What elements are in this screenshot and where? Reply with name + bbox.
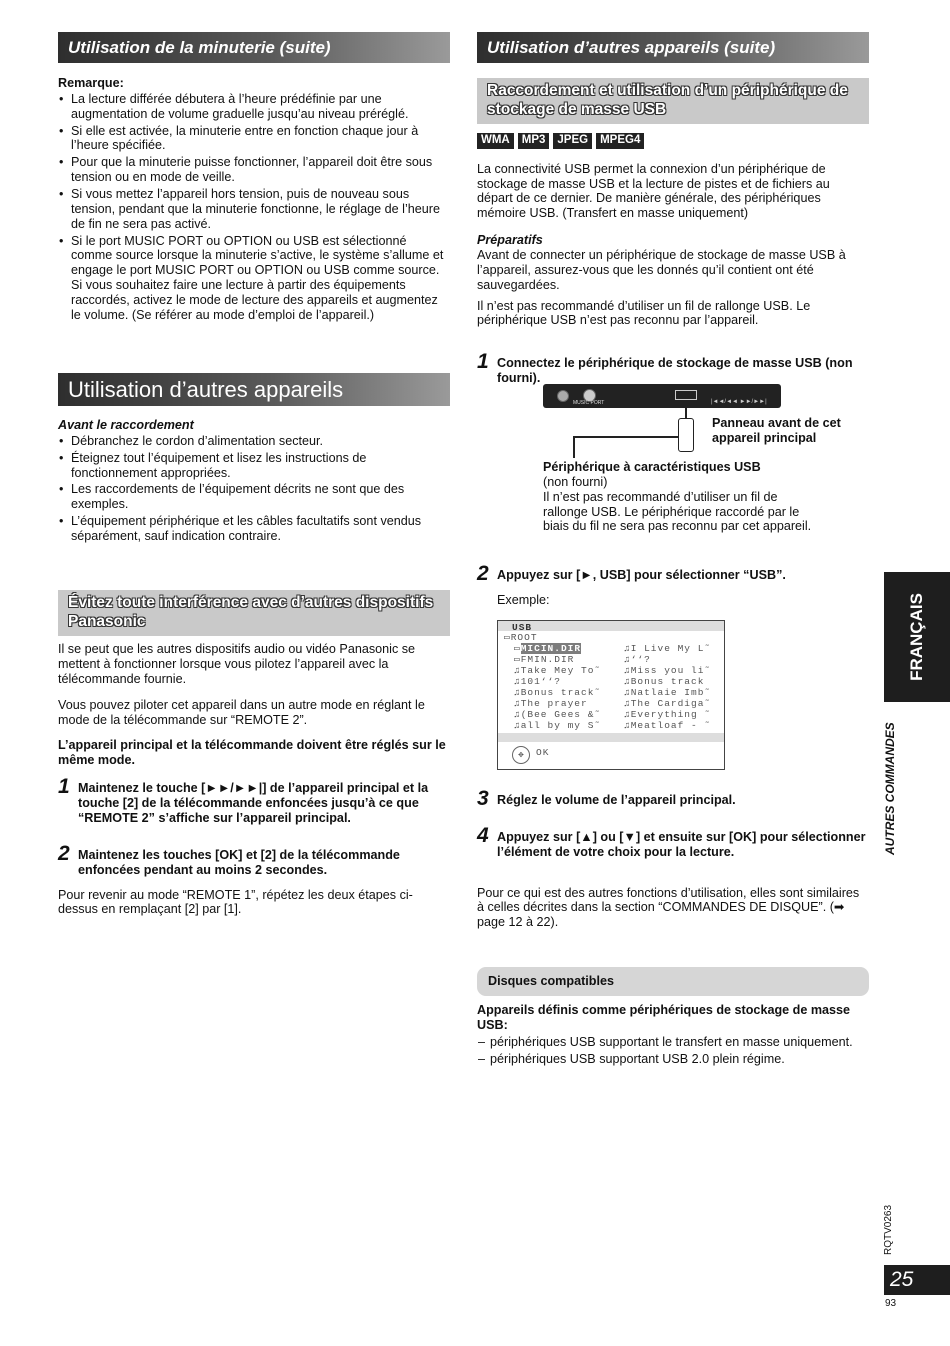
music-note-icon: ♫ [624, 643, 631, 654]
step-text: Appuyez sur [▲] ou [▼] et ensuite sur [OK] pour sélectionner l’élément de votre choix pour la lecture. [497, 829, 866, 859]
step-text: Appuyez sur [►, USB] pour sélectionner “USB”. [497, 568, 786, 582]
screen-item [624, 643, 711, 654]
right-column [477, 32, 869, 386]
section-header-other-devices: Utilisation d’autres appareils [58, 373, 450, 406]
music-note-icon: ♫ [624, 665, 631, 676]
folder-icon: ▭ [514, 643, 521, 654]
list-item: • Si le port MUSIC PORT ou OPTION ou USB est sélectionné comme source lorsque la minuterie s’active, le système s’allume et engage le port MUSIC PORT ou OPTION ou USB comme source. Si vous souhaitez faire une lecture à partir des équipements raccordés, activez le mode de lecture des appareils et augmentez le volume. (Se référer au mode d’emploi de l’appareil.) [58, 234, 450, 323]
example-label: Exemple: [497, 592, 550, 607]
usb-port-icon [675, 390, 697, 400]
avant-list [58, 434, 450, 544]
screen-item [514, 676, 561, 687]
screen-item [514, 698, 588, 709]
music-note-icon: ♫ [514, 709, 521, 720]
paragraph: Avant de connecter un périphérique de stockage de masse USB à l’appareil, assurez-vous que les donnés qu’il contient ont été sauvegardées. [477, 248, 846, 292]
screen-item [624, 698, 711, 709]
device-knob-icon [557, 390, 569, 402]
music-note-icon: ♫ [624, 687, 631, 698]
music-note-icon: ♫ [514, 720, 521, 731]
list-item: – périphériques USB supportant USB 2.0 plein régime. [477, 1052, 869, 1067]
callout-device-body: Il n’est pas recommandé d’utiliser un fil de rallonge USB. Le périphérique raccordé par le biais du fil ne sera pas reconnu par cet appareil. [543, 489, 812, 534]
callout-device-title: Périphérique à caractéristiques USB [543, 460, 761, 474]
screen-item [514, 687, 601, 698]
step-number: 2 [58, 841, 70, 865]
music-note-icon: ♫ [624, 720, 631, 731]
screen-item-label: Miss you li˜ [630, 665, 712, 676]
screen-item-label: all by my S˜ [520, 720, 602, 731]
screen-item [624, 687, 711, 698]
step-number: 1 [477, 350, 489, 374]
language-label: FRANÇAIS [906, 593, 926, 681]
music-note-icon: ♫ [624, 698, 631, 709]
step-4 [477, 823, 869, 860]
screen-item-label: The Cardiga˜ [630, 698, 712, 709]
screen-item-label: I Live My L˜ [630, 643, 712, 654]
subsection-header-interference: Évitez toute interférence avec d’autres dispositifs Panasonic [58, 590, 450, 636]
left-column [58, 32, 450, 325]
step-number: 1 [58, 775, 70, 799]
right-step-2 [477, 562, 869, 608]
tag-jpeg: JPEG [553, 133, 592, 149]
step-1 [477, 350, 869, 386]
screen-item [624, 709, 711, 720]
page-number-small: 93 [885, 1298, 897, 1309]
prep-label: Préparatifs [477, 233, 543, 248]
music-note-icon: ♫ [624, 676, 631, 687]
screen-item-label: Bonus track˜ [520, 687, 602, 698]
usb-plug-icon [678, 418, 694, 452]
device-port-label: MUSIC PORT [573, 400, 605, 406]
screen-item-label: Meatloaf - ˜ [630, 720, 712, 731]
screen-item [624, 676, 704, 687]
step-1 [58, 775, 450, 826]
list-item: • Les raccordements de l’équipement décrits ne sont que des exemples. [58, 482, 450, 512]
list-item: • Pour que la minuterie puisse fonctionner, l’appareil doit être sous tension ou en mode de veille. [58, 155, 450, 185]
step-text: Maintenez le touche [►►/►►|] de l’appareil principal et la touche [2] de la télécommande enfoncées jusqu’à ce que “REMOTE 2” s’affiche sur l’appareil principal. [78, 781, 429, 825]
screen-ok-label: OK [536, 747, 550, 758]
tag-wma: WMA [477, 133, 514, 149]
callout-device [543, 460, 813, 534]
paragraph: Pour revenir au mode “REMOTE 1”, répétez les deux étapes ci-dessus en remplaçant [2] par [1]. [58, 887, 413, 917]
screen-item-label: Everything ˜ [630, 709, 712, 720]
compatible-discs-pill: Disques compatibles [477, 967, 869, 996]
remarque-label: Remarque: [58, 76, 124, 90]
list-item: • La lecture différée débutera à l’heure prédéfinie par une augmentation de volume graduelle jusqu’au niveau préréglé. [58, 92, 450, 122]
callout-panel: Panneau avant de cet appareil principal [712, 416, 841, 445]
left-column-2 [58, 373, 450, 546]
navigation-pad-icon: ✥ [512, 746, 530, 764]
screen-item-label: FMIN.DIR [520, 654, 575, 665]
list-item: – périphériques USB supportant le transfert en masse uniquement. [477, 1035, 869, 1050]
language-tab [884, 572, 950, 702]
step-number: 3 [477, 787, 489, 810]
music-note-icon: ♫ [514, 665, 521, 676]
format-tags [477, 132, 869, 149]
step-text: Connectez le périphérique de stockage de masse USB (non fourni). [497, 356, 853, 386]
page-number: 25 [884, 1265, 950, 1295]
screen-item-label: 101‘‘? [520, 676, 561, 687]
remarque-list [58, 92, 450, 323]
list-item: • Éteignez tout l’équipement et lisez les instructions de fonctionnement appropriées. [58, 451, 450, 481]
compat-list [477, 1035, 869, 1067]
screen-item [514, 720, 601, 731]
device-buttons: |◄◄/◄◄ ►►/►►| [711, 399, 767, 405]
paragraph: Vous pouvez piloter cet appareil dans un autre mode en réglant le mode de la télécommande sur “REMOTE 2”. [58, 697, 425, 727]
screen-item [514, 709, 601, 720]
usb-screen-display [497, 620, 725, 770]
right-column-lower [477, 787, 869, 1068]
screen-root-label: ROOT [510, 632, 538, 643]
step-number: 2 [477, 562, 489, 585]
music-note-icon: ♫ [624, 709, 631, 720]
avant-label: Avant le raccordement [58, 418, 194, 432]
folder-icon: ▭ [514, 654, 521, 665]
screen-title: USB [512, 622, 533, 633]
document-code: RQTV0263 [883, 1204, 894, 1255]
screen-item-label: Take Mey To˜ [520, 665, 602, 676]
compat-title: Appareils définis comme périphériques de stockage de masse USB: [477, 1003, 851, 1032]
step-text: Maintenez les touches [OK] et [2] de la télécommande enfoncées pendant au moins 2 secondes. [78, 847, 400, 877]
screen-item [624, 665, 711, 676]
cable-line [573, 436, 679, 438]
step-2 [477, 562, 869, 585]
screen-item-label: ‘‘? [630, 654, 651, 665]
tag-mpeg4: MPEG4 [596, 133, 644, 149]
music-note-icon: ♫ [624, 654, 631, 665]
screen-root [504, 632, 538, 643]
paragraph: Pour ce qui est des autres fonctions d’utilisation, elles sont similaires à celles décrites dans la section “COMMANDES DE DISQUE”. (➡ page 12 à 22). [477, 885, 860, 930]
paragraph-bold: L’appareil principal et la télécommande doivent être réglés sur le même mode. [58, 738, 446, 768]
music-note-icon: ♫ [514, 676, 521, 687]
paragraph: Il se peut que les autres dispositifs audio ou vidéo Panasonic se mettent à fonctionner lorsque vous pilotez l’appareil avec la télécommande fournie. [58, 642, 416, 686]
paragraph: La connectivité USB permet la connexion d’un périphérique de stockage de masse USB et la lecture de pistes et de fichiers au départ de ce dernier. De manière générale, des périphériques mémoire USB. (Transfert en masse uniquement) [477, 161, 830, 221]
step-3 [477, 787, 869, 810]
screen-item [624, 654, 651, 665]
cable-line [573, 436, 575, 458]
step-2 [58, 841, 450, 878]
screen-item-label: (Bee Gees &˜ [520, 709, 602, 720]
callout-device-sub: (non fourni) [543, 474, 608, 489]
left-column-3 [58, 590, 450, 917]
tag-mp3: MP3 [518, 133, 550, 149]
list-item: • Si vous mettez l’appareil hors tension, puis de nouveau sous tension, pendant que la minuterie fonctionne, le réglage de l’heure de fin ne sera pas activé. [58, 187, 450, 232]
list-item: • Débranchez le cordon d’alimentation secteur. [58, 434, 450, 449]
subsection-header-usb: Raccordement et utilisation d’un périphérique de stockage de masse USB [477, 78, 869, 124]
music-note-icon: ♫ [514, 687, 521, 698]
screen-item [514, 643, 581, 654]
step-text: Réglez le volume de l’appareil principal. [497, 793, 736, 807]
screen-item-label: Natlaie Imb˜ [630, 687, 712, 698]
screen-item-label: The prayer [520, 698, 588, 709]
screen-item [624, 720, 711, 731]
screen-item [514, 654, 574, 665]
screen-divider-bar [498, 733, 724, 742]
music-note-icon: ♫ [514, 698, 521, 709]
section-side-label: AUTRES COMMANDES [883, 722, 897, 855]
section-header-other-devices-cont: Utilisation d’autres appareils (suite) [477, 32, 869, 63]
screen-item-label: Bonus track [630, 676, 705, 687]
screen-item [514, 665, 601, 676]
paragraph: Il n’est pas recommandé d’utiliser un fil de rallonge USB. Le périphérique USB n’est pas reconnu par l’appareil. [477, 298, 811, 328]
screen-item-label: MICIN.DIR [520, 643, 582, 654]
list-item: • Si elle est activée, la minuterie entre en fonction chaque jour à l’heure spécifiée. [58, 124, 450, 154]
folder-icon: ▭ [504, 632, 511, 643]
section-header-timer: Utilisation de la minuterie (suite) [58, 32, 450, 63]
step-number: 4 [477, 823, 489, 847]
list-item: • L’équipement périphérique et les câbles facultatifs sont vendus séparément, sauf indication contraire. [58, 514, 450, 544]
